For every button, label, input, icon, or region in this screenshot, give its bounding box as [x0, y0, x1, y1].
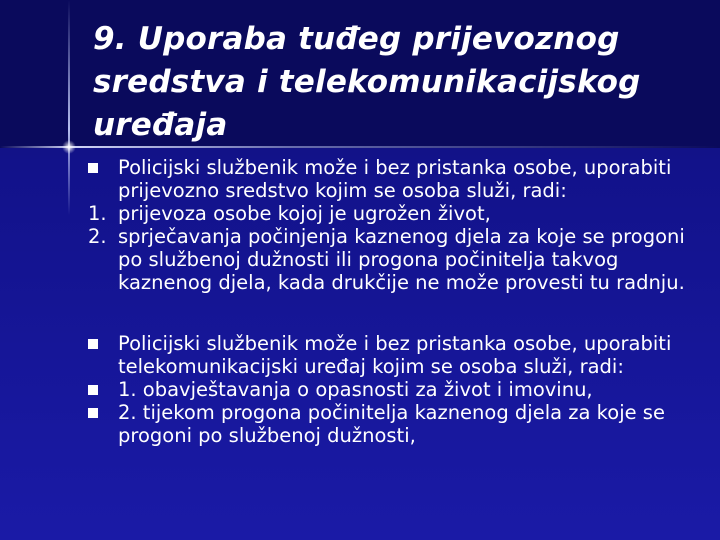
- item-text: Policijski službenik može i bez pristanka osobe, uporabiti prijevozno sredstvo kojim se osoba služi, radi:: [118, 156, 672, 202]
- decorative-vertical-line: [68, 0, 70, 215]
- square-bullet-icon: [88, 163, 98, 173]
- list-item: [88, 156, 708, 202]
- slide-body: [88, 156, 708, 447]
- sparkle-decoration: [62, 140, 76, 154]
- square-bullet-icon: [88, 385, 98, 395]
- item-number: 2.: [88, 225, 107, 248]
- list-item: [88, 225, 708, 294]
- list-item: [88, 401, 708, 447]
- list-item: [88, 378, 708, 401]
- square-bullet-icon: [88, 408, 98, 418]
- spacer: [88, 294, 708, 332]
- item-text: Policijski službenik može i bez pristanka osobe, uporabiti telekomunikacijski uređaj kojim se osoba služi, radi:: [118, 332, 672, 378]
- item-number: 1.: [88, 202, 107, 225]
- square-bullet-icon: [88, 339, 98, 349]
- slide-title: 9. Uporaba tuđeg prijevoznog sredstva i telekomunikacijskog uređaja: [93, 21, 641, 143]
- item-text: prijevoza osobe kojoj je ugrožen život,: [118, 202, 491, 225]
- item-text: 1. obavještavanja o opasnosti za život i imovinu,: [118, 378, 593, 401]
- item-text: 2. tijekom progona počinitelja kaznenog djela za koje se progoni po službenoj dužnosti,: [118, 401, 665, 447]
- item-text: sprječavanja počinjenja kaznenog djela za koje se progoni po službenoj dužnosti ili progona počinitelja takvog kaznenog djela, kada drukčije ne može provesti tu radnju.: [118, 225, 685, 294]
- list-item: [88, 332, 708, 378]
- list-item: [88, 202, 708, 225]
